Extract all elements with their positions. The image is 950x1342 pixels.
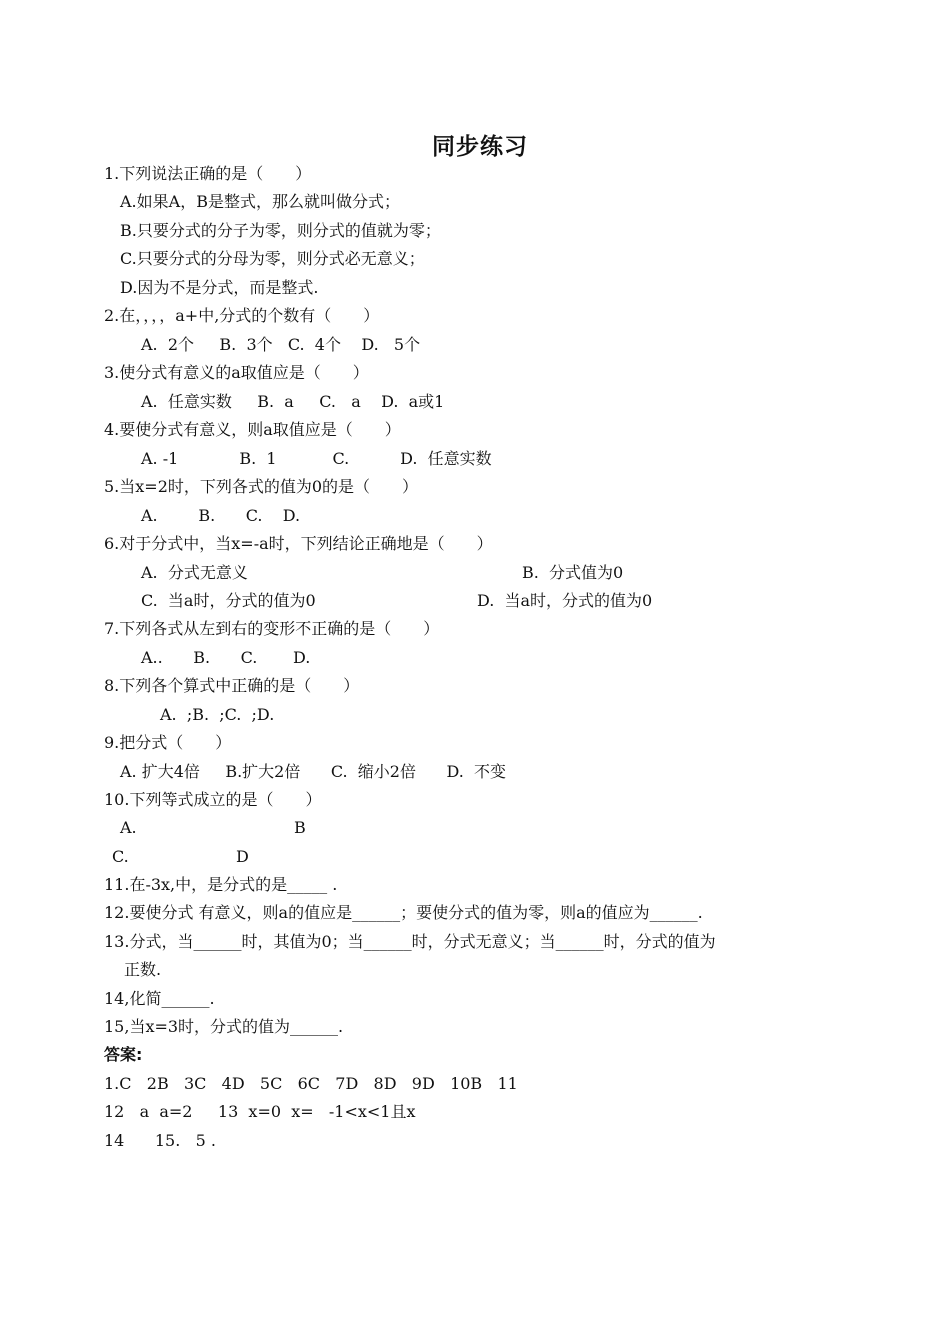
q3-stem: 3.使分式有意义的a取值应是（ ） [104, 363, 369, 382]
answers-heading: 答案: [104, 1045, 143, 1064]
q5-stem: 5.当x=2时，下列各式的值为0的是（ ） [104, 477, 419, 496]
q1-option-a: A.如果A，B是整式，那么就叫做分式； [120, 192, 400, 211]
q1-option-c: C.只要分式的分母为零，则分式必无意义； [120, 249, 425, 268]
q8-options: A. ;B. ;C. ;D. [160, 705, 275, 724]
q10-option-c: C. [112, 847, 129, 866]
q10-option-b: B [294, 818, 306, 837]
q10-option-d: D [236, 847, 249, 866]
q6-option-b: B. 分式值为0 [522, 563, 624, 582]
q9-options: A. 扩大4倍 B.扩大2倍 C. 缩小2倍 D. 不变 [120, 762, 507, 781]
q9-stem: 9.把分式（ ） [104, 733, 232, 752]
q1-stem: 1.下列说法正确的是（ ） [104, 164, 312, 183]
q11: 11.在-3x,中，是分式的是_____ . [104, 875, 338, 894]
q5-options: A. B. C. D. [141, 506, 301, 525]
q6-option-c: C. 当a时，分式的值为0 [141, 591, 316, 610]
page-title: 同步练习 [432, 134, 528, 160]
q1-option-b: B.只要分式的分子为零，则分式的值就为零； [120, 221, 441, 240]
q2-stem: 2.在，，，，a+中,分式的个数有（ ） [104, 306, 380, 325]
q4-stem: 4.要使分式有意义，则a取值应是（ ） [104, 420, 401, 439]
q13-line1: 13.分式，当______时，其值为0；当______时，分式无意义；当______时，分式的值为 [104, 932, 716, 951]
answers-line-3: 14 15. 5 . [104, 1131, 216, 1150]
answers-line-1: 1.C 2B 3C 4D 5C 6C 7D 8D 9D 10B 11 [104, 1074, 518, 1093]
q6-option-d: D. 当a时，分式的值为0 [477, 591, 653, 610]
answers-line-2: 12 a a=2 13 x=0 x= -1<x<1且x [104, 1102, 416, 1121]
q6-option-a: A. 分式无意义 [141, 563, 248, 582]
q10-stem: 10.下列等式成立的是（ ） [104, 790, 322, 809]
q7-stem: 7.下列各式从左到右的变形不正确的是（ ） [104, 619, 440, 638]
q1-option-d: D.因为不是分式，而是整式. [120, 278, 319, 297]
q8-stem: 8.下列各个算式中正确的是（ ） [104, 676, 360, 695]
q4-options: A. -1 B. 1 C. D. 任意实数 [141, 449, 492, 468]
q10-option-a: A. [120, 818, 137, 837]
q15: 15,当x=3时，分式的值为______. [104, 1017, 344, 1036]
q13-line2: 正数. [124, 960, 162, 979]
q12: 12.要使分式 有意义，则a的值应是______；要使分式的值为零，则a的值应为______. [104, 903, 703, 922]
q14: 14,化简______. [104, 989, 215, 1008]
q3-options: A. 任意实数 B. a C. a D. a或1 [141, 392, 445, 411]
q6-stem: 6.对于分式中，当x=-a时，下列结论正确地是（ ） [104, 534, 493, 553]
q2-options: A. 2个 B. 3个 C. 4个 D. 5个 [141, 335, 421, 354]
q7-options: A.. B. C. D. [141, 648, 311, 667]
